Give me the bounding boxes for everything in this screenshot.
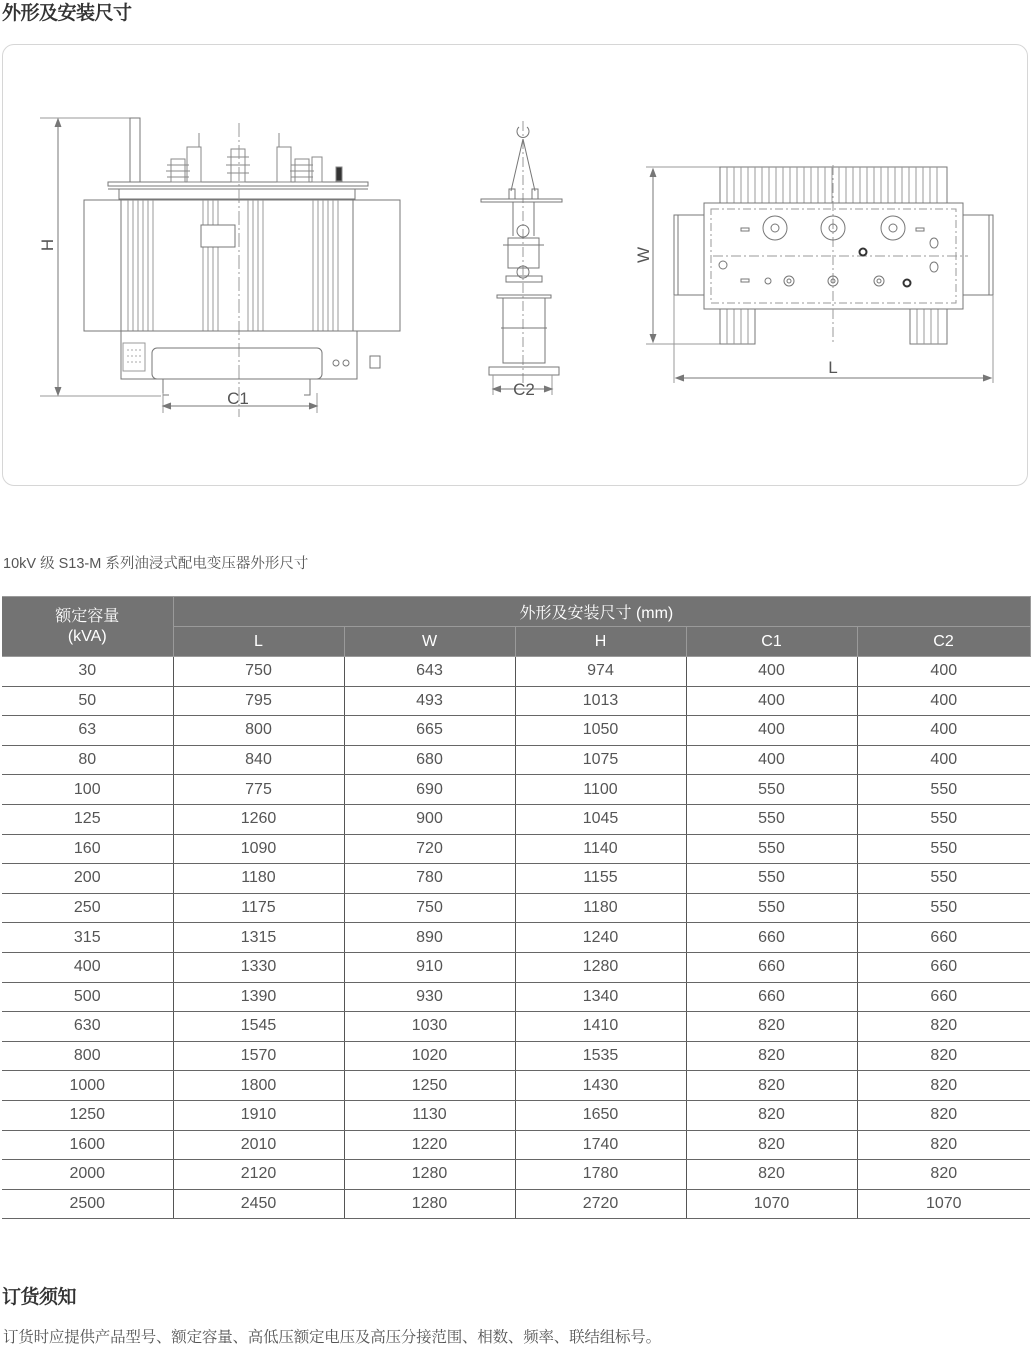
table-row (2, 716, 1030, 746)
table-row (2, 1189, 1030, 1219)
cell-c2: 820 (857, 1100, 1030, 1130)
cell-c1: 550 (686, 893, 857, 923)
cell-c1: 820 (686, 1012, 857, 1042)
cell-c1: 400 (686, 657, 857, 687)
cell-capacity: 100 (2, 775, 173, 805)
cell-h: 1140 (515, 834, 686, 864)
cell-l: 1330 (173, 952, 344, 982)
cell-l: 1800 (173, 1071, 344, 1101)
header-capacity-unit: (kVA) (67, 627, 107, 645)
cell-c2: 400 (857, 745, 1030, 775)
cell-c2: 400 (857, 686, 1030, 716)
cell-capacity: 2000 (2, 1160, 173, 1190)
cell-capacity: 63 (2, 716, 173, 746)
cell-h: 1430 (515, 1071, 686, 1101)
cell-h: 1155 (515, 864, 686, 894)
cell-w: 493 (344, 686, 515, 716)
cell-h: 1280 (515, 952, 686, 982)
cell-l: 1545 (173, 1012, 344, 1042)
cell-capacity: 800 (2, 1041, 173, 1071)
cell-c2: 550 (857, 834, 1030, 864)
cell-c1: 550 (686, 775, 857, 805)
cell-h: 1340 (515, 982, 686, 1012)
cell-capacity: 1000 (2, 1071, 173, 1101)
cell-c1: 820 (686, 1041, 857, 1071)
header-col-H: H (515, 627, 686, 657)
cell-capacity: 30 (2, 657, 173, 687)
cell-l: 775 (173, 775, 344, 805)
cell-capacity: 160 (2, 834, 173, 864)
cell-capacity: 500 (2, 982, 173, 1012)
table-caption: 10kV 级 S13-M 系列油浸式配电变压器外形尺寸 (3, 556, 309, 572)
cell-capacity: 125 (2, 804, 173, 834)
ordering-notice-text: 订货时应提供产品型号、额定容量、高低压额定电压及高压分接范围、相数、频率、联结组标号。 (3, 1328, 661, 1346)
cell-capacity: 50 (2, 686, 173, 716)
table-row (2, 1012, 1030, 1042)
cell-c1: 660 (686, 923, 857, 953)
cell-w: 1030 (344, 1012, 515, 1042)
table-row (2, 1160, 1030, 1190)
cell-c1: 820 (686, 1100, 857, 1130)
cell-c2: 660 (857, 923, 1030, 953)
table-row (2, 1100, 1030, 1130)
cell-c1: 820 (686, 1071, 857, 1101)
transformer-drawing (3, 45, 1029, 487)
label-W: W (634, 246, 653, 264)
cell-c1: 400 (686, 716, 857, 746)
label-H: H (38, 238, 57, 252)
cell-c2: 400 (857, 716, 1030, 746)
dimension-drawing-panel (2, 44, 1028, 486)
cell-h: 1740 (515, 1130, 686, 1160)
cell-w: 643 (344, 657, 515, 687)
cell-w: 680 (344, 745, 515, 775)
table-row (2, 923, 1030, 953)
cell-c2: 820 (857, 1130, 1030, 1160)
front-view (38, 118, 400, 417)
table-row (2, 1071, 1030, 1101)
cell-c1: 660 (686, 982, 857, 1012)
label-L: L (828, 358, 838, 377)
cell-capacity: 630 (2, 1012, 173, 1042)
cell-h: 1050 (515, 716, 686, 746)
cell-w: 1020 (344, 1041, 515, 1071)
header-col-C2: C2 (857, 627, 1030, 657)
cell-c2: 550 (857, 893, 1030, 923)
table-row (2, 1041, 1030, 1071)
header-col-C1: C1 (686, 627, 857, 657)
cell-c2: 660 (857, 982, 1030, 1012)
cell-capacity: 315 (2, 923, 173, 953)
cell-h: 1100 (515, 775, 686, 805)
header-capacity (2, 597, 173, 657)
cell-capacity: 1600 (2, 1130, 173, 1160)
section-title-ordering: 订货须知 (2, 1286, 77, 1308)
cell-c2: 820 (857, 1071, 1030, 1101)
cell-w: 690 (344, 775, 515, 805)
table-row (2, 804, 1030, 834)
cell-c2: 550 (857, 804, 1030, 834)
table-row (2, 952, 1030, 982)
table-row (2, 745, 1030, 775)
cell-l: 2450 (173, 1189, 344, 1219)
table-row (2, 893, 1030, 923)
cell-c2: 660 (857, 952, 1030, 982)
cell-c2: 820 (857, 1160, 1030, 1190)
table-row (2, 775, 1030, 805)
cell-w: 1130 (344, 1100, 515, 1130)
cell-h: 1240 (515, 923, 686, 953)
cell-h: 1180 (515, 893, 686, 923)
cell-w: 930 (344, 982, 515, 1012)
cell-capacity: 80 (2, 745, 173, 775)
cell-c2: 400 (857, 657, 1030, 687)
top-view (634, 165, 993, 383)
header-dimensions-group: 外形及安装尺寸 (mm) (173, 597, 1030, 627)
cell-c2: 550 (857, 775, 1030, 805)
cell-l: 795 (173, 686, 344, 716)
cell-c1: 550 (686, 804, 857, 834)
header-col-L: L (173, 627, 344, 657)
cell-c2: 1070 (857, 1189, 1030, 1219)
cell-l: 1180 (173, 864, 344, 894)
cell-w: 900 (344, 804, 515, 834)
cell-capacity: 250 (2, 893, 173, 923)
table-row (2, 1130, 1030, 1160)
cell-h: 1410 (515, 1012, 686, 1042)
cell-l: 840 (173, 745, 344, 775)
cell-l: 1090 (173, 834, 344, 864)
cell-c2: 820 (857, 1012, 1030, 1042)
cell-h: 1013 (515, 686, 686, 716)
table-row (2, 834, 1030, 864)
cell-capacity: 200 (2, 864, 173, 894)
header-capacity-label: 额定容量 (55, 607, 120, 625)
cell-c1: 400 (686, 686, 857, 716)
cell-l: 2010 (173, 1130, 344, 1160)
cell-c1: 1070 (686, 1189, 857, 1219)
label-C2: C2 (513, 380, 535, 399)
cell-l: 750 (173, 657, 344, 687)
cell-w: 910 (344, 952, 515, 982)
cell-h: 974 (515, 657, 686, 687)
cell-l: 1315 (173, 923, 344, 953)
cell-h: 1535 (515, 1041, 686, 1071)
table-row (2, 657, 1030, 687)
dimensions-table (2, 596, 1031, 1219)
cell-w: 665 (344, 716, 515, 746)
cell-l: 800 (173, 716, 344, 746)
section-title-dimensions: 外形及安装尺寸 (2, 2, 132, 24)
side-view (481, 121, 562, 399)
cell-c1: 820 (686, 1130, 857, 1160)
cell-capacity: 400 (2, 952, 173, 982)
cell-c1: 820 (686, 1160, 857, 1190)
cell-w: 1280 (344, 1189, 515, 1219)
cell-l: 1175 (173, 893, 344, 923)
cell-capacity: 1250 (2, 1100, 173, 1130)
cell-c1: 400 (686, 745, 857, 775)
cell-h: 1780 (515, 1160, 686, 1190)
header-col-W: W (344, 627, 515, 657)
cell-w: 1250 (344, 1071, 515, 1101)
cell-w: 750 (344, 893, 515, 923)
table-row (2, 864, 1030, 894)
cell-c1: 550 (686, 864, 857, 894)
table-row (2, 686, 1030, 716)
cell-w: 1220 (344, 1130, 515, 1160)
cell-l: 1260 (173, 804, 344, 834)
table-row (2, 982, 1030, 1012)
cell-h: 1045 (515, 804, 686, 834)
cell-l: 1910 (173, 1100, 344, 1130)
cell-l: 1570 (173, 1041, 344, 1071)
cell-capacity: 2500 (2, 1189, 173, 1219)
cell-l: 1390 (173, 982, 344, 1012)
cell-w: 720 (344, 834, 515, 864)
cell-w: 780 (344, 864, 515, 894)
cell-c2: 550 (857, 864, 1030, 894)
cell-l: 2120 (173, 1160, 344, 1190)
cell-h: 1075 (515, 745, 686, 775)
cell-w: 1280 (344, 1160, 515, 1190)
cell-c1: 550 (686, 834, 857, 864)
cell-h: 2720 (515, 1189, 686, 1219)
cell-w: 890 (344, 923, 515, 953)
cell-c1: 660 (686, 952, 857, 982)
cell-c2: 820 (857, 1041, 1030, 1071)
cell-h: 1650 (515, 1100, 686, 1130)
label-C1: C1 (227, 389, 249, 408)
